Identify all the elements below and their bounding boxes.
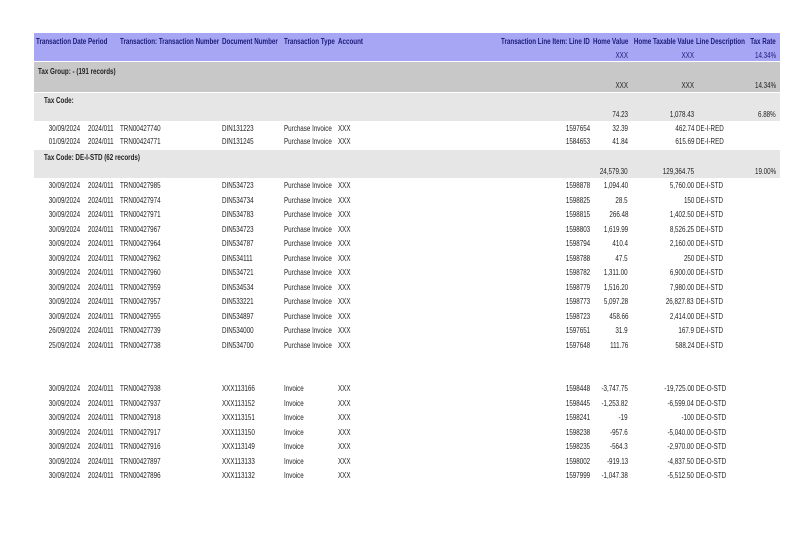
cell-period: 2024/011 [88,210,114,219]
cell-desc: DE-I-STD [696,311,724,321]
tax-code-tax-rate: 6.88% [758,110,776,119]
cell-account: XXX [338,398,351,408]
cell-date: 30/09/2024 [48,210,80,219]
cell-desc: DE-I-STD [696,253,724,263]
tax-code-home-taxable: 129,364.75 [662,167,694,176]
cell-desc: DE-I-RED [696,124,724,133]
cell-value: 1,619.99 [603,224,628,234]
cell-value: 1,311.00 [604,268,628,277]
cell-trn: TRN00427962 [120,253,161,263]
cell-doc: XXX113152 [222,398,255,408]
cell-account: XXX [338,471,351,480]
cell-trn: TRN00427937 [120,398,161,408]
cell-desc: DE-O-STD [696,384,727,393]
cell-date: 30/09/2024 [48,239,80,248]
cell-doc: XXX113150 [222,427,255,437]
cell-value: 32.39 [612,124,628,133]
cell-period: 2024/011 [88,124,114,133]
cell-trn: TRN00427739 [120,326,161,335]
cell-trn: TRN00427971 [120,210,161,219]
cell-trn: TRN00427974 [120,195,161,205]
cell-doc: DIN534723 [222,224,254,234]
cell-doc: DIN534700 [222,340,254,350]
cell-trn: TRN00427955 [120,311,161,321]
cell-line: 1598788 [565,253,590,263]
col-tax-rate[interactable]: Tax Rate [750,37,776,46]
cell-desc: DE-O-STD [696,442,727,451]
cell-trn: TRN00427967 [120,224,161,234]
cell-trn: TRN00427959 [120,282,161,292]
cell-period: 2024/011 [88,442,114,451]
cell-doc: DIN534787 [222,239,254,248]
cell-date: 30/09/2024 [48,253,80,263]
cell-trn: TRN00427960 [120,268,161,277]
cell-account: XXX [338,442,351,451]
cell-type: Purchase Invoice [284,340,332,350]
cell-account: XXX [338,326,351,335]
cell-line: 1598445 [565,398,590,408]
tax-code-home-value: 24,579.30 [600,167,628,176]
cell-taxable: 2,160.00 [669,239,694,248]
cell-doc: XXX113151 [222,413,255,422]
cell-doc: DIN534783 [222,210,254,219]
cell-value: 41.84 [612,136,628,146]
cell-type: Invoice [284,471,304,480]
col-account[interactable]: Account [338,37,363,46]
cell-line: 1598773 [565,297,590,306]
cell-line: 1598241 [565,413,590,422]
cell-value: 266.48 [608,210,628,219]
cell-taxable: -5,512.50 [667,471,694,480]
cell-desc: DE-I-STD [696,282,724,292]
cell-line: 1598238 [565,427,590,437]
cell-period: 2024/011 [88,282,114,292]
cell-type: Invoice [284,427,304,437]
cell-type: Purchase Invoice [284,224,332,234]
cell-line: 1598815 [565,210,590,219]
cell-trn: TRN00427918 [120,413,161,422]
cell-period: 2024/011 [88,413,114,422]
cell-value: -957.6 [610,427,628,437]
cell-type: Purchase Invoice [284,311,332,321]
cell-date: 01/09/2024 [48,136,80,146]
cell-trn: TRN00424771 [120,136,161,146]
cell-value: -919.13 [606,456,628,466]
cell-taxable: -5,040.00 [667,427,694,437]
cell-account: XXX [338,384,351,393]
cell-desc: DE-I-STD [696,181,724,190]
cell-value: 5,097.28 [603,297,628,306]
cell-desc: DE-I-STD [696,210,724,219]
cell-period: 2024/011 [88,427,114,437]
cell-account: XXX [338,224,351,234]
cell-taxable: -19,725.00 [664,384,694,393]
cell-account: XXX [338,195,351,205]
cell-line: 1598235 [565,442,590,451]
cell-trn: TRN00427740 [120,124,161,133]
cell-value: 47.5 [615,253,628,263]
cell-type: Purchase Invoice [284,210,332,219]
cell-date: 30/09/2024 [48,282,80,292]
cell-period: 2024/011 [88,239,114,248]
cell-period: 2024/011 [88,471,114,480]
cell-desc: DE-O-STD [696,456,727,466]
cell-line: 1598794 [565,239,590,248]
cell-doc: DIN131245 [222,136,254,146]
cell-desc: DE-O-STD [696,398,727,408]
cell-account: XXX [338,136,351,146]
cell-value: 458.66 [608,311,628,321]
col-line-id[interactable]: Transaction Line Item: Line ID [501,37,590,46]
cell-account: XXX [338,253,351,263]
tax-code-tax-rate: 19.00% [754,167,776,176]
cell-date: 30/09/2024 [48,413,80,422]
cell-desc: DE-I-STD [696,340,724,350]
cell-taxable: 588.24 [674,340,694,350]
cell-period: 2024/011 [88,340,114,350]
cell-period: 2024/011 [88,181,114,190]
cell-taxable: 1,402.50 [669,210,694,219]
cell-type: Purchase Invoice [284,239,332,248]
cell-account: XXX [338,297,351,306]
cell-account: XXX [338,239,351,248]
cell-date: 30/09/2024 [48,471,80,480]
cell-date: 26/09/2024 [48,326,80,335]
cell-doc: DIN534000 [222,326,254,335]
cell-line: 1598723 [565,311,590,321]
cell-doc: DIN534723 [222,181,254,190]
cell-account: XXX [338,456,351,466]
cell-taxable: 615.69 [674,136,694,146]
cell-trn: TRN00427897 [120,456,161,466]
cell-taxable: -2,970.00 [667,442,694,451]
cell-doc: DIN533221 [222,297,254,306]
cell-account: XXX [338,124,351,133]
cell-date: 30/09/2024 [48,181,80,190]
tax-code-home-value: 74.23 [612,110,628,119]
cell-period: 2024/011 [88,456,114,466]
cell-type: Purchase Invoice [284,124,332,133]
tax-group-label[interactable]: Tax Group: - (191 records) [38,67,116,76]
cell-desc: DE-O-STD [696,427,727,437]
cell-line: 1598448 [565,384,590,393]
cell-value: -1,047.38 [601,471,628,480]
cell-doc: DIN534734 [222,195,254,205]
cell-desc: DE-O-STD [696,471,727,480]
header-tax-rate-total: 14.34% [754,51,776,60]
cell-line: 1598878 [565,181,590,190]
header-home-value-total: XXX [615,51,628,60]
cell-type: Invoice [284,413,304,422]
cell-taxable: 8,526.25 [669,224,694,234]
cell-period: 2024/011 [88,136,114,146]
cell-type: Purchase Invoice [284,297,332,306]
cell-type: Invoice [284,456,304,466]
cell-account: XXX [338,181,351,190]
cell-date: 30/09/2024 [48,427,80,437]
cell-type: Invoice [284,442,304,451]
cell-period: 2024/011 [88,195,114,205]
cell-date: 30/09/2024 [48,384,80,393]
cell-account: XXX [338,311,351,321]
cell-type: Purchase Invoice [284,282,332,292]
cell-value: 31.9 [615,326,628,335]
col-transaction-number[interactable]: Transaction: Transaction Number [120,37,220,46]
cell-doc: DIN534897 [222,311,254,321]
cell-account: XXX [338,268,351,277]
cell-desc: DE-O-STD [696,413,727,422]
cell-line: 1598803 [565,224,590,234]
col-home-taxable-value[interactable]: Home Taxable Value [634,37,694,46]
cell-type: Purchase Invoice [284,253,332,263]
cell-period: 2024/011 [88,398,114,408]
cell-account: XXX [338,413,351,422]
cell-line: 1597648 [565,340,590,350]
cell-type: Purchase Invoice [284,326,332,335]
cell-doc: XXX113149 [222,442,255,451]
cell-period: 2024/011 [88,326,114,335]
col-transaction-date[interactable]: Transaction Date [36,37,87,46]
col-line-description[interactable]: Line Description [696,37,745,46]
tax-group-home-value: XXX [615,81,628,90]
cell-date: 30/09/2024 [48,398,80,408]
cell-account: XXX [338,210,351,219]
cell-trn: TRN00427938 [120,384,161,393]
cell-value: 410.4 [612,239,628,248]
col-period[interactable]: Period [88,37,108,46]
tax-group-band [34,62,780,92]
cell-line: 1584653 [565,136,590,146]
cell-period: 2024/011 [88,311,114,321]
cell-trn: TRN00427957 [120,297,161,306]
cell-period: 2024/011 [88,297,114,306]
cell-desc: DE-I-RED [696,136,724,146]
cell-date: 30/09/2024 [48,297,80,306]
cell-taxable: 7,980.00 [669,282,694,292]
cell-doc: DIN131223 [222,124,254,133]
cell-period: 2024/011 [88,224,114,234]
cell-value: 1,516.20 [603,282,628,292]
cell-line: 1598825 [565,195,590,205]
cell-value: 28.5 [615,195,628,205]
tax-group-tax-rate: 14.34% [754,81,776,90]
tax-code-label[interactable]: Tax Code: [44,96,74,105]
cell-doc: DIN534111 [222,253,253,263]
cell-taxable: -6,599.04 [667,398,694,408]
cell-line: 1597651 [565,326,590,335]
cell-desc: DE-I-STD [696,239,724,248]
cell-desc: DE-I-STD [696,297,724,306]
header-home-taxable-total: XXX [681,51,694,60]
cell-account: XXX [338,282,351,292]
cell-date: 25/09/2024 [48,340,80,350]
cell-desc: DE-I-STD [696,268,724,277]
cell-line: 1597999 [565,471,590,480]
tax-group-home-taxable: XXX [681,81,694,90]
cell-taxable: 2,414.00 [669,311,694,321]
tax-code-home-taxable: 1,078.43 [669,110,694,119]
cell-desc: DE-I-STD [696,195,724,205]
cell-line: 1598779 [565,282,590,292]
cell-type: Invoice [284,384,304,393]
col-home-value[interactable]: Home Value [592,37,628,46]
cell-period: 2024/011 [88,268,114,277]
cell-date: 30/09/2024 [48,311,80,321]
cell-period: 2024/011 [88,384,114,393]
cell-taxable: -4,837.50 [667,456,694,466]
cell-doc: XXX113166 [222,384,255,393]
cell-taxable: 5,760.00 [669,181,694,190]
cell-date: 30/09/2024 [48,456,80,466]
cell-value: -19 [618,413,628,422]
col-transaction-type[interactable]: Transaction Type [284,37,335,46]
cell-trn: TRN00427917 [120,427,161,437]
cell-trn: TRN00427985 [120,181,161,190]
cell-taxable: -100 [681,413,694,422]
cell-trn: TRN00427738 [120,340,161,350]
cell-type: Invoice [284,398,304,408]
tax-code-label[interactable]: Tax Code: DE-I-STD (62 records) [44,153,140,162]
cell-line: 1598782 [565,268,590,277]
cell-type: Purchase Invoice [284,181,332,190]
cell-doc: XXX113132 [222,471,255,480]
cell-doc: DIN534721 [222,268,254,277]
cell-taxable: 462.74 [674,124,694,133]
cell-taxable: 150 [683,195,694,205]
cell-taxable: 26,827.83 [666,297,694,306]
cell-period: 2024/011 [88,253,114,263]
cell-desc: DE-I-STD [696,224,724,234]
cell-desc: DE-I-STD [696,326,724,335]
cell-date: 30/09/2024 [48,124,80,133]
cell-value: 1,094.40 [603,181,628,190]
cell-date: 30/09/2024 [48,268,80,277]
cell-type: Purchase Invoice [284,136,332,146]
cell-line: 1597654 [565,124,590,133]
cell-doc: XXX113133 [222,456,255,466]
cell-line: 1598002 [565,456,590,466]
cell-value: 111.76 [609,340,628,350]
cell-account: XXX [338,340,351,350]
cell-type: Purchase Invoice [284,268,332,277]
cell-trn: TRN00427896 [120,471,161,480]
tax-code-band [34,93,780,121]
cell-value: -3,747.75 [601,384,628,393]
cell-trn: TRN00427964 [120,239,161,248]
cell-trn: TRN00427916 [120,442,161,451]
cell-value: -564.3 [610,442,628,451]
cell-date: 30/09/2024 [48,224,80,234]
col-document-number[interactable]: Document Number [222,37,278,46]
cell-value: -1,253.82 [601,398,628,408]
cell-taxable: 6,900.00 [669,268,694,277]
cell-date: 30/09/2024 [48,442,80,451]
cell-taxable: 167.9 [678,326,694,335]
cell-taxable: 250 [683,253,694,263]
cell-account: XXX [338,427,351,437]
cell-date: 30/09/2024 [48,195,80,205]
cell-doc: DIN534534 [222,282,254,292]
cell-type: Purchase Invoice [284,195,332,205]
